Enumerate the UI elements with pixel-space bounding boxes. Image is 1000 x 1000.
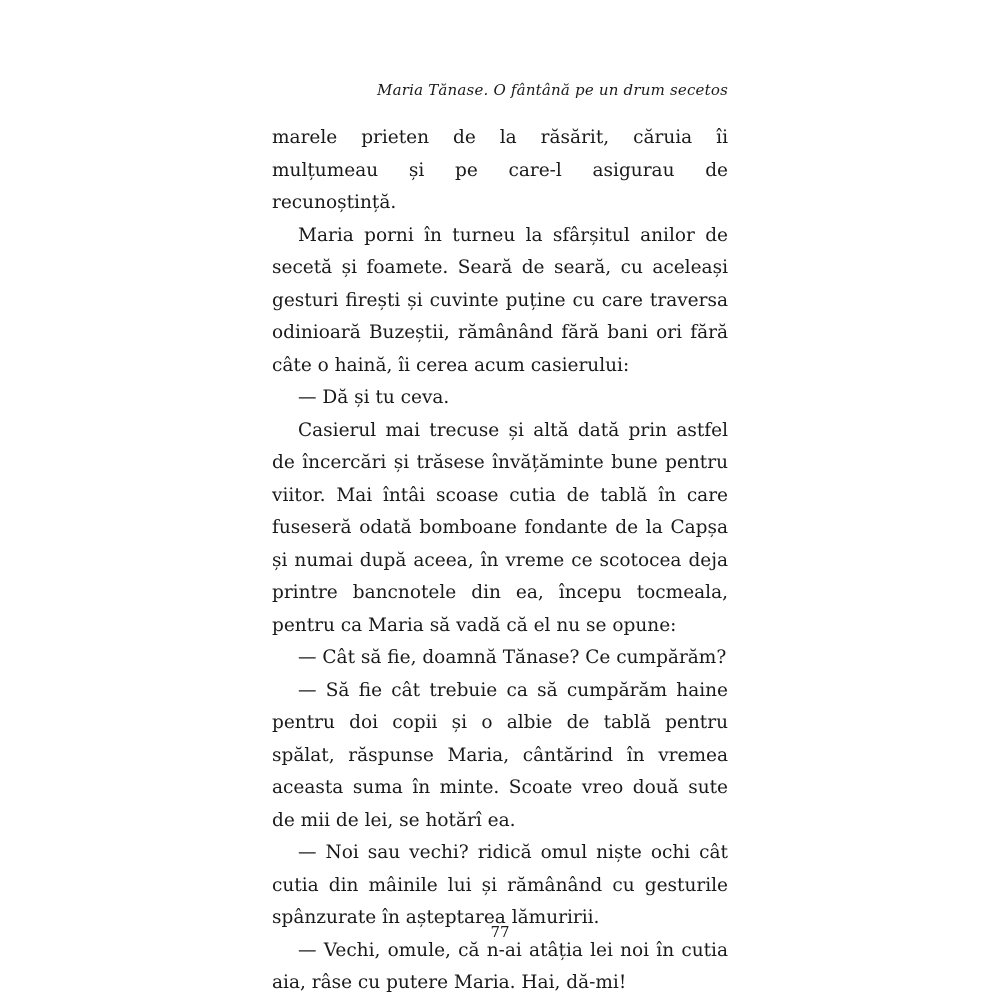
dialogue-line: — Cât să fie, doamnă Tănase? Ce cumpărăm? bbox=[298, 647, 727, 668]
dialogue-line: — Să fie cât trebuie ca să cumpărăm haine pentru doi copii și o albie de tablă pentru spălat, răspunse Maria, cântărind în vremea aceasta suma în minte. Scoate vreo două sute de mii de lei, se hotărî ea. bbox=[272, 679, 728, 831]
dialogue-line: — Dă și tu ceva. bbox=[298, 387, 450, 408]
page-number: 77 bbox=[490, 923, 510, 941]
dialogue-line: — Noi sau vechi? ridică omul niște ochi cât cutia din mâinile lui și rămânând cu gesturile spânzurate în așteptarea lămuririi. bbox=[272, 842, 728, 928]
body-text bbox=[272, 122, 728, 1000]
paragraph: marele prieten de la răsărit, căruia îi mulțumeau și pe care-l asigurau de recunoștință. bbox=[272, 127, 728, 213]
paragraph: Maria porni în turneu la sfârșitul anilor de secetă și foamete. Seară de seară, cu aceleași gesturi firești și cuvinte puține cu care traversa odinioară Buzeștii, rămânând fără bani ori fără câte o haină, îi cerea acum casierului: bbox=[272, 224, 728, 376]
paragraph: Casierul mai trecuse și altă dată prin astfel de încercări și trăsese învățăminte bune pentru viitor. Mai întâi scoase cutia de tablă în care fuseseră odată bomboane fondante de la Capșa și numai după aceea, în vreme ce scotocea deja printre bancnotele din ea, începu tocmeala, pentru ca Maria să vadă că el nu se opune: bbox=[272, 419, 728, 636]
running-head: Maria Tănase. O fântână pe un drum secetos bbox=[377, 81, 728, 99]
dialogue-line: — Vechi, omule, că n-ai atâția lei noi în cutia aia, râse cu putere Maria. Hai, dă-mi! bbox=[272, 939, 728, 993]
